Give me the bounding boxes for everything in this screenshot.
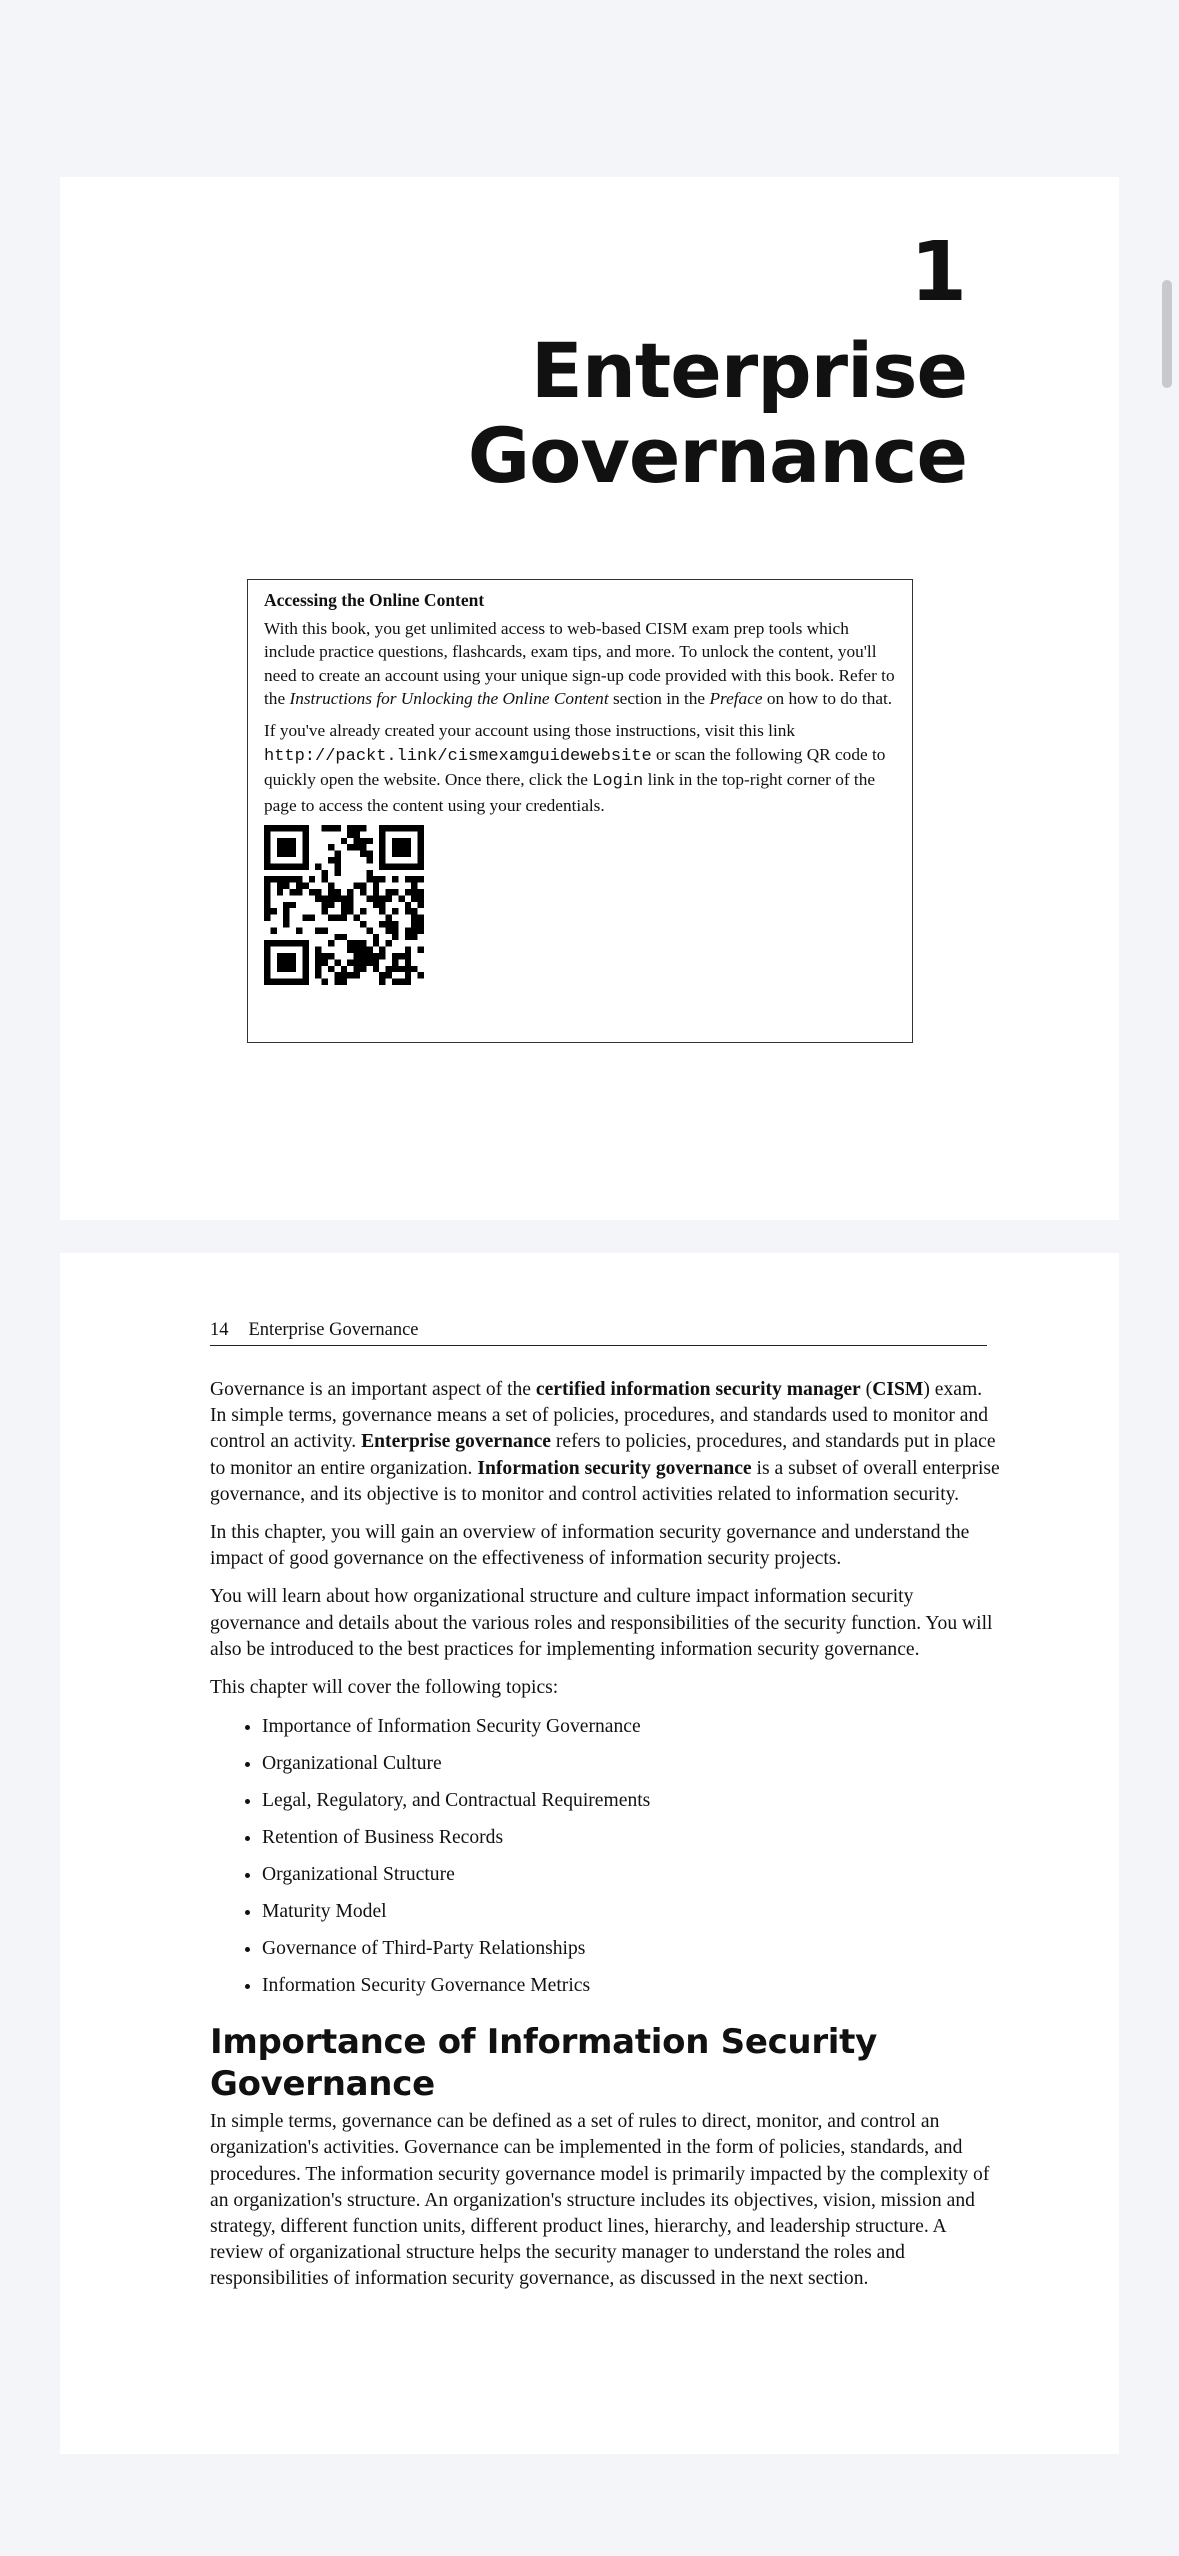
topics-intro: This chapter will cover the following topics:	[210, 1677, 559, 1699]
italic-text: Preface	[709, 689, 763, 709]
text-run: If you've already created your account using those instructions, visit this link	[264, 720, 796, 740]
section-heading: Importance of Information Security Governance	[210, 2022, 877, 2105]
list-item: • Importance of Information Security Governance	[262, 1713, 1000, 1740]
website-link[interactable]: http://packt.link/cismexamguidewebsite	[264, 746, 652, 766]
text-run: is a subset of overall enterprise governance, and its objective is to monitor and control activities related to information security.	[210, 1457, 1000, 1505]
italic-text: Instructions for Unlocking the Online Content	[289, 689, 609, 709]
bold-term: CISM	[872, 1379, 924, 1400]
qr-code-image[interactable]	[264, 825, 424, 985]
online-box-paragraph-1	[264, 617, 896, 711]
list-item: • Organizational Structure	[262, 1861, 1000, 1888]
text-run: or scan the following QR code to quickly open the website. Once there, click the	[264, 744, 886, 790]
section-paragraph: In simple terms, governance can be defined as a set of rules to direct, monitor, and control an organization's activities. Governance can be implemented in the form of policies, standards, and procedures. The information security governance model is primarily impacted by the complexity of an organization's structure. An organization's structure includes its objectives, vision, mission and strategy, different function units, different product lines, hierarchy, and leadership structure. A review of organizational structure helps the security manager to understand the roles and responsibilities of information security governance, as discussed in the next section.	[210, 2111, 990, 2290]
online-box-paragraph-2	[264, 719, 896, 817]
chapter-title-line-1: Enterprise	[530, 326, 967, 415]
bold-term: Enterprise governance	[361, 1431, 551, 1453]
chapter-body	[210, 1377, 1000, 2305]
chapter-number: 1	[909, 225, 967, 320]
bold-term: Information security governance	[477, 1457, 752, 1479]
text-run: (	[860, 1379, 873, 1400]
text-run: ) exam. In simple terms, governance means a set of policies, procedures, and standards used to monitor and control an activity.	[210, 1379, 989, 1453]
intro-paragraph	[210, 1377, 1000, 1508]
running-header	[210, 1320, 987, 1346]
running-title: Enterprise Governance	[248, 1320, 419, 1340]
document-page-2	[60, 1253, 1119, 2454]
chapter-title-line-2: Governance	[467, 411, 967, 500]
learning-paragraph: You will learn about how organizational structure and culture impact information security governance and details about the various roles and responsibilities of the security function. You will also be introduced to the best practices for implementing information security governance.	[210, 1586, 993, 1660]
text-run: With this book, you get unlimited access to web-based CISM exam prep tools which include practice questions, flashcards, exam tips, and more. To unlock the content, you'll need to create an account using your unique sign-up code provided with this book. Refer to the	[264, 618, 895, 709]
overview-paragraph: In this chapter, you will gain an overview of information security governance and understand the impact of good governance on the effectiveness of information security projects.	[210, 1522, 970, 1570]
document-page-1	[60, 177, 1119, 1220]
login-text: Login	[592, 772, 644, 792]
online-box-title: Accessing the Online Content	[264, 590, 485, 610]
chapter-heading	[467, 225, 967, 500]
chapter-title	[468, 328, 967, 498]
list-item: • Legal, Regulatory, and Contractual Requirements	[262, 1787, 1000, 1814]
bold-term: certified information security manager	[535, 1379, 861, 1400]
online-content-box	[247, 579, 913, 1043]
text-run: on how to do that.	[762, 689, 893, 709]
text-run: refers to policies, procedures, and standards put in place to monitor an entire organization.	[210, 1431, 996, 1479]
list-item: • Information Security Governance Metrics	[262, 1972, 1000, 1999]
text-run: link in the top-right corner of the page to access the content using your credentials.	[264, 770, 876, 815]
list-item: • Retention of Business Records	[262, 1824, 1000, 1851]
list-item: • Maturity Model	[262, 1898, 1000, 1925]
text-run: Governance is an important aspect of the	[210, 1379, 536, 1400]
text-run: section in the	[608, 689, 710, 709]
scrollbar-thumb[interactable]	[1162, 280, 1172, 388]
topics-list	[210, 1713, 1000, 1999]
page-number: 14	[210, 1320, 229, 1340]
list-item: • Organizational Culture	[262, 1750, 1000, 1777]
list-item: • Governance of Third-Party Relationships	[262, 1935, 1000, 1962]
